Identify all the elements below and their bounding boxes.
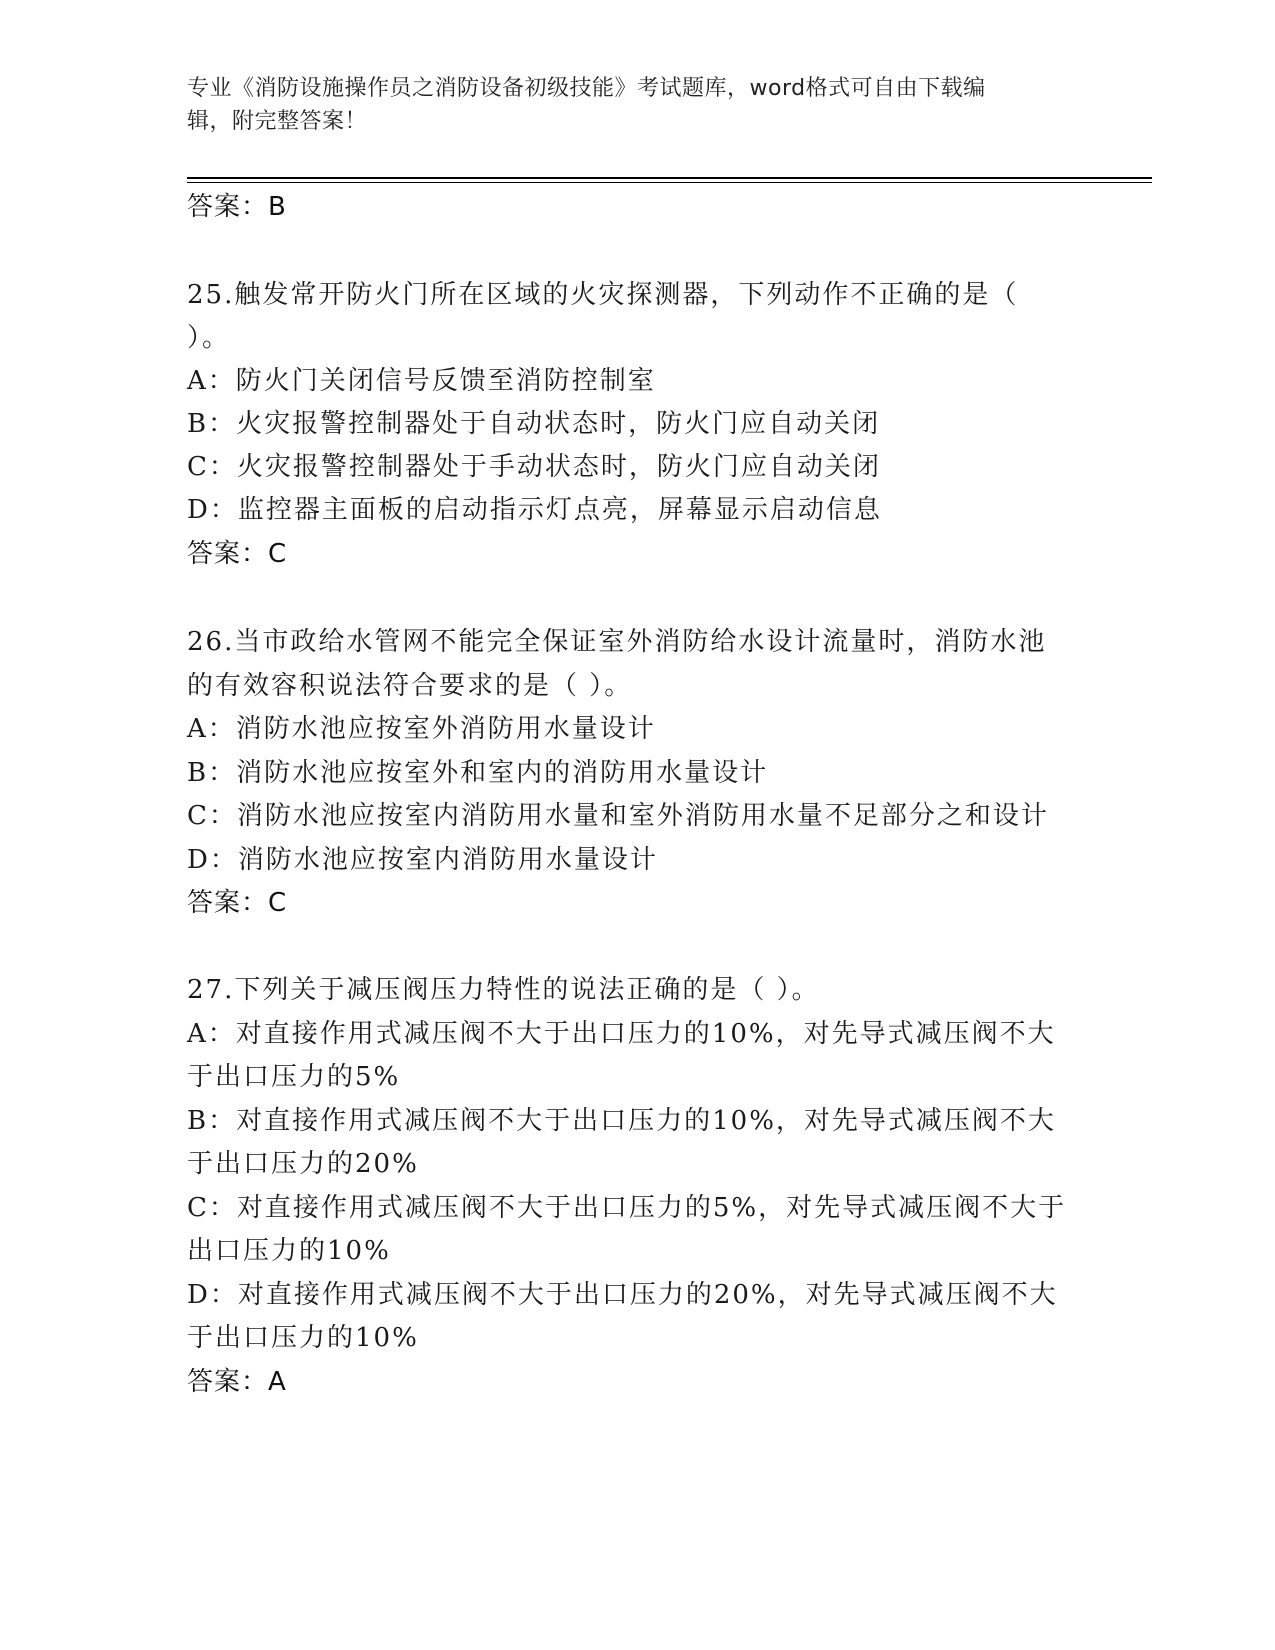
question-25-stem-line-1: 25.触发常开防火门所在区域的火灾探测器，下列动作不正确的是（ — [187, 280, 1019, 310]
header-rule-thin — [187, 182, 1152, 183]
question-27-option-c-line-2: 出口压力的10% — [187, 1236, 391, 1266]
question-26-stem-line-1: 26.当市政给水管网不能完全保证室外消防给水设计流量时，消防水池 — [187, 627, 1047, 657]
header-rule-thick — [187, 177, 1152, 179]
question-27-answer: 答案：A — [187, 1367, 287, 1397]
question-27-option-c-line-1: C：对直接作用式减压阀不大于出口压力的5%，对先导式减压阀不大于 — [187, 1193, 1067, 1223]
header-line-2: 辑，附完整答案！ — [187, 109, 368, 134]
page-header — [187, 72, 1067, 138]
question-26-option-b: B：消防水池应按室外和室内的消防用水量设计 — [187, 758, 769, 788]
header-line-1: 专业《消防设施操作员之消防设备初级技能》考试题库，word格式可自由下载编 — [187, 76, 986, 101]
question-27-option-b-line-2: 于出口压力的20% — [187, 1149, 419, 1179]
question-25-option-c: C：火灾报警控制器处于手动状态时，防火门应自动关闭 — [187, 452, 881, 482]
question-25-option-d: D：监控器主面板的启动指示灯点亮，屏幕显示启动信息 — [187, 495, 882, 525]
question-26-stem-line-2: 的有效容积说法符合要求的是（ ）。 — [187, 671, 633, 701]
question-27-option-a-line-1: A：对直接作用式减压阀不大于出口压力的10%，对先导式减压阀不大 — [187, 1019, 1056, 1049]
question-26-option-a: A：消防水池应按室外消防用水量设计 — [187, 714, 656, 744]
question-27-option-b-line-1: B：对直接作用式减压阀不大于出口压力的10%，对先导式减压阀不大 — [187, 1106, 1056, 1136]
question-27-option-d-line-2: 于出口压力的10% — [187, 1323, 419, 1353]
question-27-option-a-line-2: 于出口压力的5% — [187, 1062, 401, 1092]
question-26-answer: 答案：C — [187, 888, 288, 918]
question-25-option-a: A：防火门关闭信号反馈至消防控制室 — [187, 366, 656, 396]
question-25-answer: 答案：C — [187, 539, 288, 569]
question-25-stem-line-2: ）。 — [187, 323, 231, 353]
previous-answer: 答案：B — [187, 192, 287, 222]
question-25-option-b: B：火灾报警控制器处于自动状态时，防火门应自动关闭 — [187, 409, 881, 439]
question-26-option-c: C：消防水池应按室内消防用水量和室外消防用水量不足部分之和设计 — [187, 801, 1049, 831]
question-27-option-d-line-1: D：对直接作用式减压阀不大于出口压力的20%，对先导式减压阀不大 — [187, 1280, 1058, 1310]
question-26-option-d: D：消防水池应按室内消防用水量设计 — [187, 845, 658, 875]
question-27-stem-line-1: 27.下列关于减压阀压力特性的说法正确的是（ ）。 — [187, 975, 820, 1005]
